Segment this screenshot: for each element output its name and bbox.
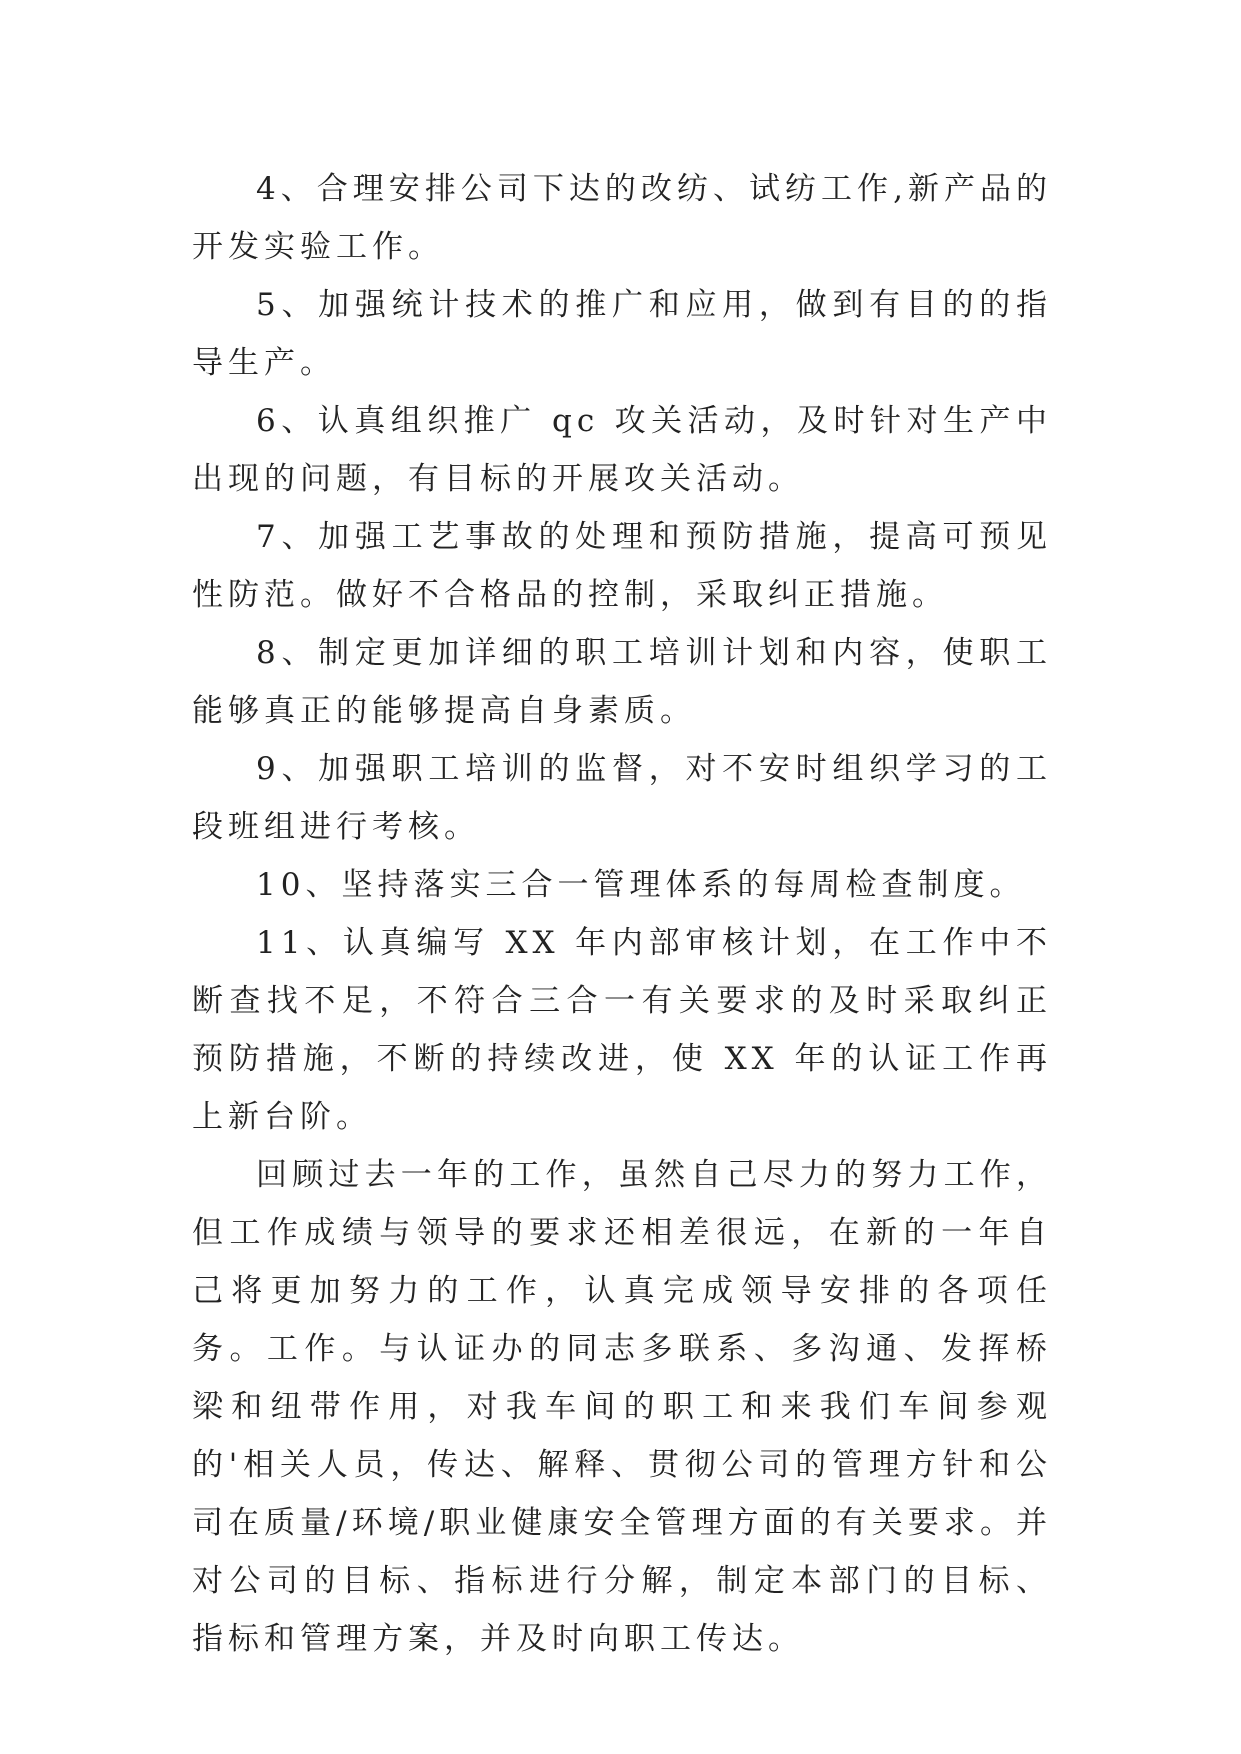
paragraph-item-9: 9、加强职工培训的监督，对不安时组织学习的工段班组进行考核。 [192, 751, 1052, 845]
paragraph-item-4: 4、合理安排公司下达的改纺、试纺工作,新产品的开发实验工作。 [192, 171, 1052, 265]
paragraph-review-summary: 回顾过去一年的工作，虽然自己尽力的努力工作，但工作成绩与领导的要求还相差很远，在新的一年自己将更加努力的工作，认真完成领导安排的各项任务。工作。与认证办的同志多联系、多沟通、发挥桥梁和纽带作用，对我车间的职工和来我们车间参观的'相关人员，传达、解释、贯彻公司的管理方针和公司在质量/环境/职业健康安全管理方面的有关要求。并对公司的目标、指标进行分解，制定本部门的目标、指标和管理方案，并及时向职工传达。 [192, 1157, 1052, 1657]
paragraph-item-11: 11、认真编写 XX 年内部审核计划，在工作中不断查找不足，不符合三合一有关要求的及时采取纠正预防措施，不断的持续改进，使 XX 年的认证工作再上新台阶。 [192, 925, 1052, 1135]
paragraph-item-7: 7、加强工艺事故的处理和预防措施，提高可预见性防范。做好不合格品的控制，采取纠正措施。 [192, 519, 1052, 613]
document-body [192, 160, 1052, 1668]
paragraph-item-10: 10、坚持落实三合一管理体系的每周检查制度。 [256, 867, 1026, 903]
paragraph-item-5: 5、加强统计技术的推广和应用，做到有目的的指导生产。 [192, 287, 1052, 381]
paragraph-item-6: 6、认真组织推广 qc 攻关活动，及时针对生产中出现的问题，有目标的开展攻关活动。 [192, 403, 1052, 497]
paragraph-item-8: 8、制定更加详细的职工培训计划和内容，使职工能够真正的能够提高自身素质。 [192, 635, 1052, 729]
